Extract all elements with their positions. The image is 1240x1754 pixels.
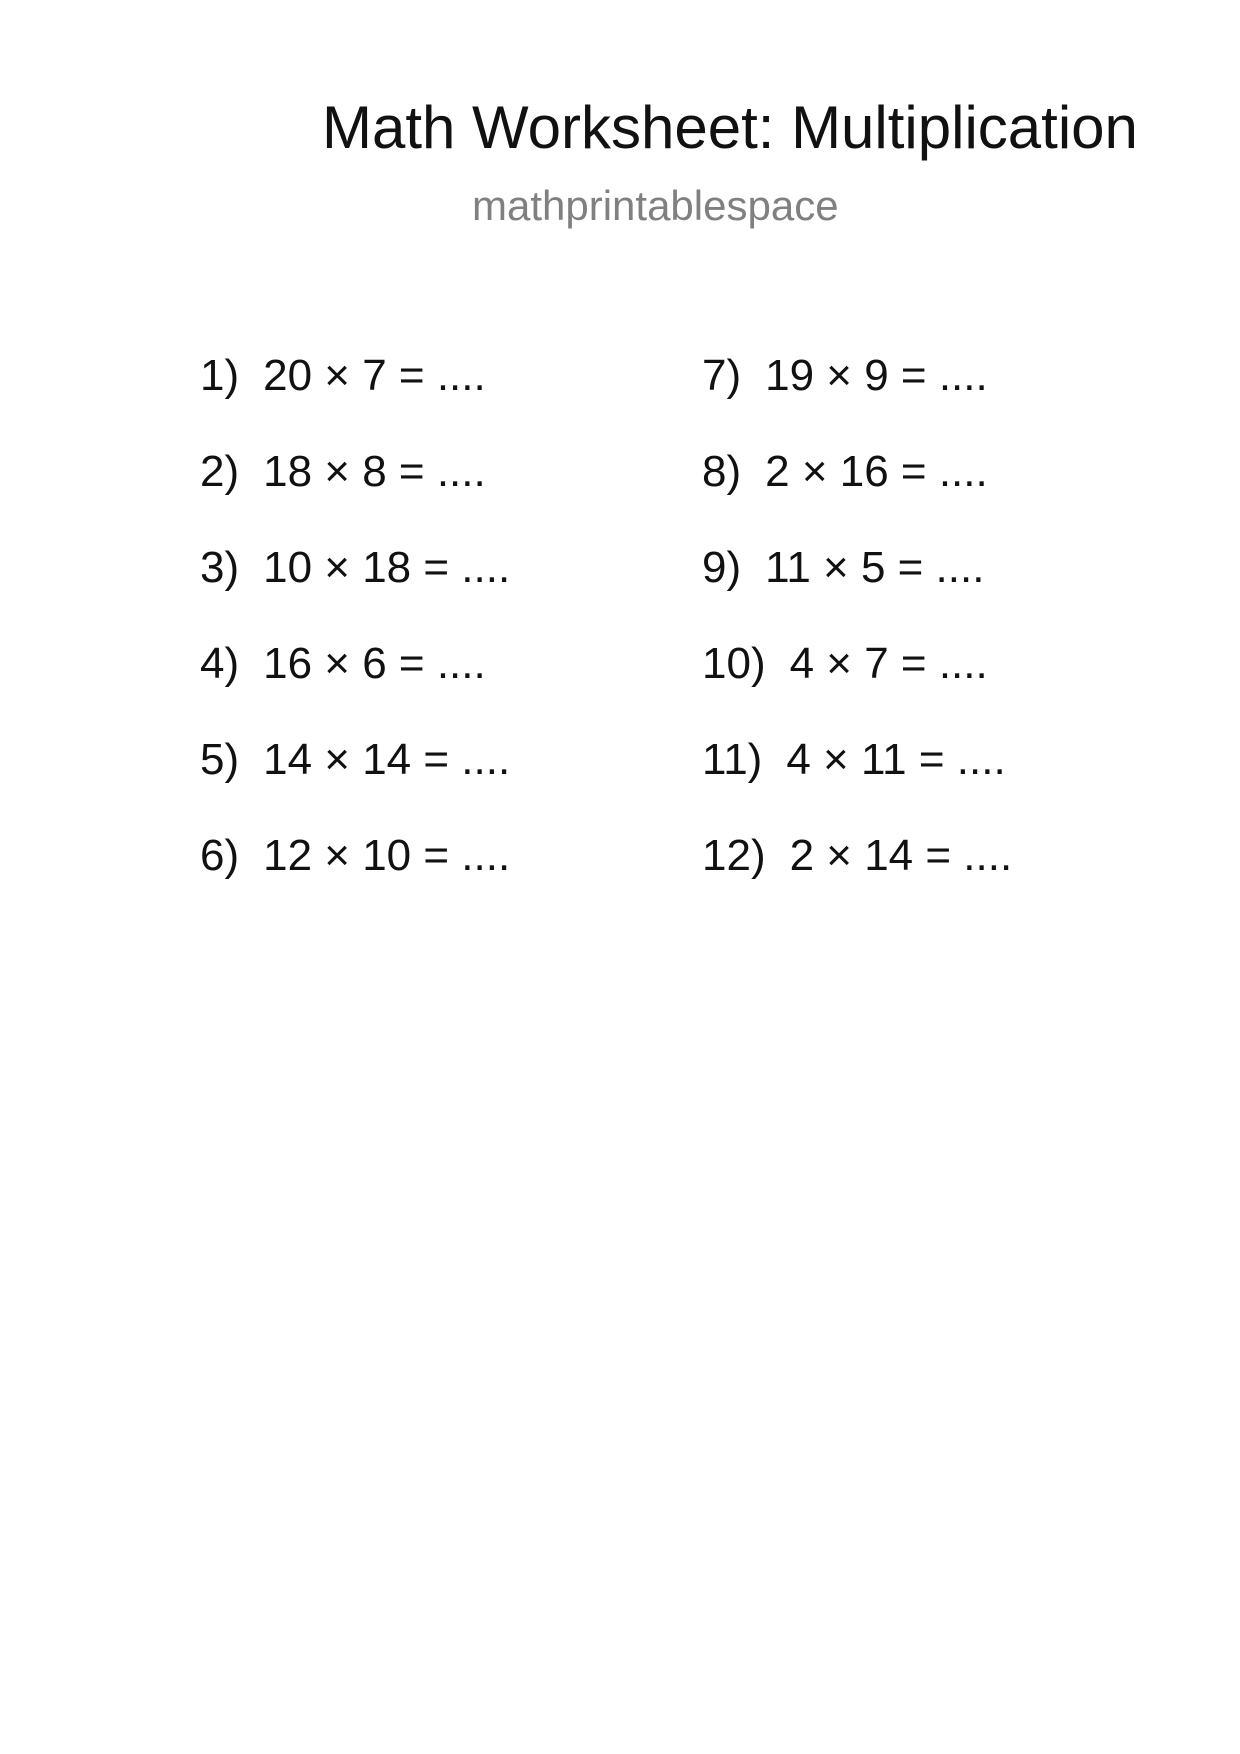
- problem-expression: 19 × 9 = ....: [765, 351, 988, 400]
- problem-number: 4): [200, 639, 240, 688]
- problem-number: 3): [200, 543, 240, 592]
- problem-item: [200, 735, 511, 834]
- problem-item: [702, 831, 1013, 930]
- problem-number: 1): [200, 351, 240, 400]
- problem-item: [702, 447, 1012, 546]
- problem-number: 12): [702, 831, 766, 880]
- problem-item: [702, 351, 1012, 450]
- problem-expression: 16 × 6 = ....: [263, 639, 486, 688]
- problem-item: [200, 447, 510, 546]
- problem-item: [200, 831, 511, 930]
- problem-item: [702, 735, 1012, 834]
- problem-column-right: [702, 351, 1013, 930]
- problem-expression: 2 × 14 = ....: [789, 831, 1013, 880]
- problem-expression: 20 × 7 = ....: [263, 351, 486, 400]
- problem-number: 8): [702, 447, 742, 496]
- problem-expression: 2 × 16 = ....: [765, 447, 988, 496]
- problem-item: [200, 639, 510, 738]
- problem-expression: 11 × 5 = ....: [765, 543, 985, 592]
- problem-expression: 10 × 18 = ....: [263, 543, 511, 592]
- problem-expression: 12 × 10 = ....: [263, 831, 511, 880]
- problem-item: [200, 351, 510, 450]
- problem-number: 5): [200, 735, 240, 784]
- problem-number: 10): [702, 639, 766, 688]
- problem-item: [702, 639, 1012, 738]
- problem-number: 7): [702, 351, 742, 400]
- problem-item: [200, 543, 511, 642]
- problem-expression: 4 × 7 = ....: [789, 639, 988, 688]
- problem-expression: 4 × 11 = ....: [786, 735, 1006, 784]
- problem-number: 11): [702, 735, 763, 784]
- problem-number: 2): [200, 447, 240, 496]
- worksheet-title: Math Worksheet: Multiplication: [322, 94, 1138, 161]
- problem-expression: 14 × 14 = ....: [263, 735, 511, 784]
- problem-number: 6): [200, 831, 240, 880]
- problem-column-left: [200, 351, 511, 930]
- problem-item: [702, 543, 1012, 642]
- worksheet-subtitle: mathprintablespace: [472, 182, 839, 229]
- problem-number: 9): [702, 543, 742, 592]
- problem-expression: 18 × 8 = ....: [263, 447, 486, 496]
